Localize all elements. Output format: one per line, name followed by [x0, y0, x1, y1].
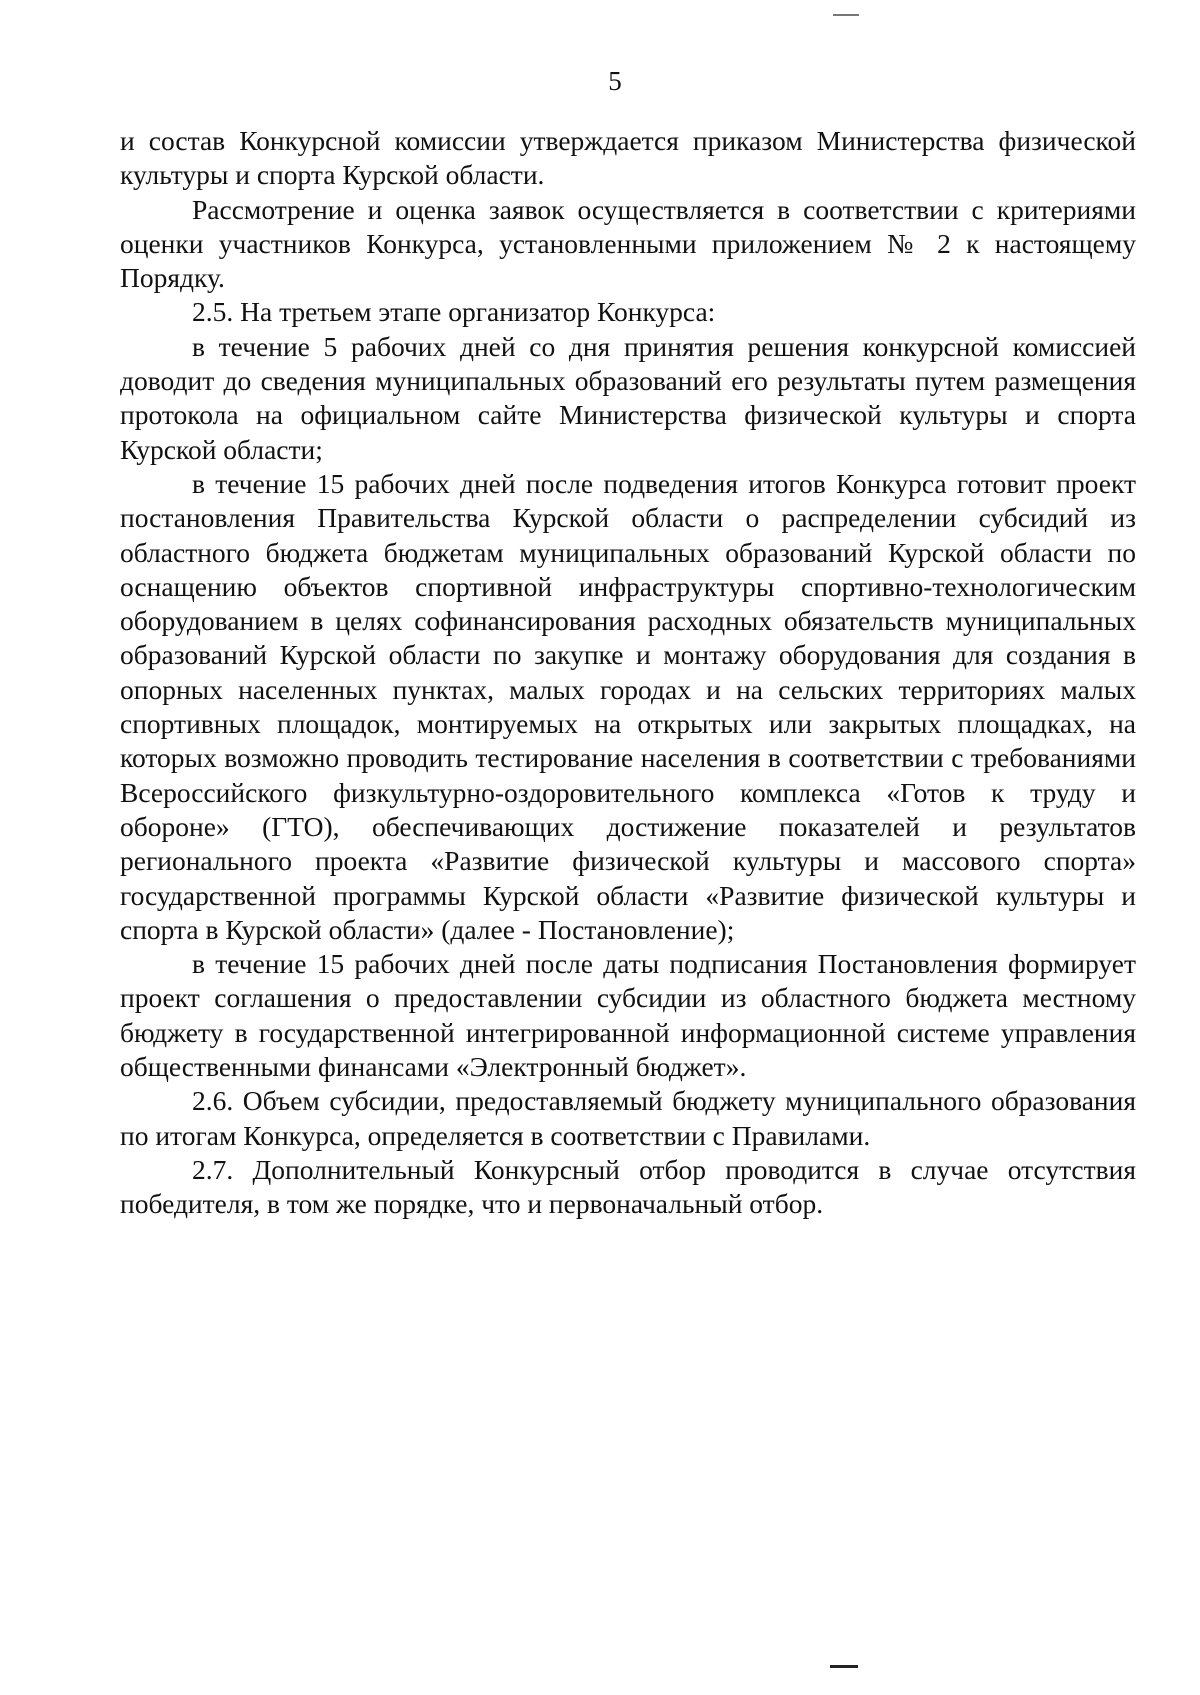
paragraph-2-7-additional-selection: 2.7. Дополнительный Конкурсный отбор проводится в случае отсутствия победителя, в том же порядке, что и первоначальный отбор.: [120, 1153, 1136, 1220]
scan-mark-bottom: [830, 1665, 858, 1668]
paragraph-draft-resolution: в течение 15 рабочих дней после подведения итогов Конкурса готовит проект постановления Правительства Курской области о распределении субсидий из областного бюджета бюджетам муниципальных образований Курской области по оснащению объектов спортивной инфраструктуры спортивно-технологическим оборудованием в целях софинансирования расходных обязательств муниципальных образований Курской области по закупке и монтажу оборудования для создания в опорных населенных пунктах, малых городах и на сельских территориях малых спортивных площадок, монтируемых на открытых или закрытых площадках, на которых возможно проводить тестирование населения в соответствии с требованиями Всероссийского физкультурно-оздоровительного комплекса «Готов к труду и обороне» (ГТО), обеспечивающих достижение показателей и результатов регионального проекта «Развитие физической культуры и массового спорта» государственной программы Курской области «Развитие физической культуры и спорта в Курской области» (далее - Постановление);: [120, 467, 1136, 945]
page-number: 5: [608, 66, 622, 96]
paragraph-commission-composition: и состав Конкурсной комиссии утверждается приказом Министерства физической культуры и спорта Курской области.: [120, 125, 1136, 191]
paragraph-2-6-subsidy-volume: 2.6. Объем субсидии, предоставляемый бюджету муниципального образования по итогам Конкурса, определяется в соответствии с Правилами.: [120, 1085, 1136, 1151]
document-body: [120, 124, 1136, 1222]
paragraph-subsidy-agreement: в течение 15 рабочих дней после даты подписания Постановления формирует проект соглашения о предоставлении субсидии из областного бюджета местному бюджету в государственной интегрированной информационной системе управления общественными финансами «Электронный бюджет».: [120, 948, 1136, 1083]
paragraph-results-notification: в течение 5 рабочих дней со дня принятия решения конкурсной комиссией доводит до сведения муниципальных образований его результаты путем размещения протокола на официальном сайте Министерства физической культуры и спорта Курской области;: [120, 330, 1136, 465]
scan-mark-top: [833, 14, 859, 16]
paragraph-evaluation-criteria: Рассмотрение и оценка заявок осуществляется в соответствии с критериями оценки участников Конкурса, установленными приложением № 2 к настоящему Порядку.: [120, 193, 1136, 294]
paragraph-2-5-third-stage: 2.5. На третьем этапе организатор Конкурса:: [192, 296, 716, 328]
